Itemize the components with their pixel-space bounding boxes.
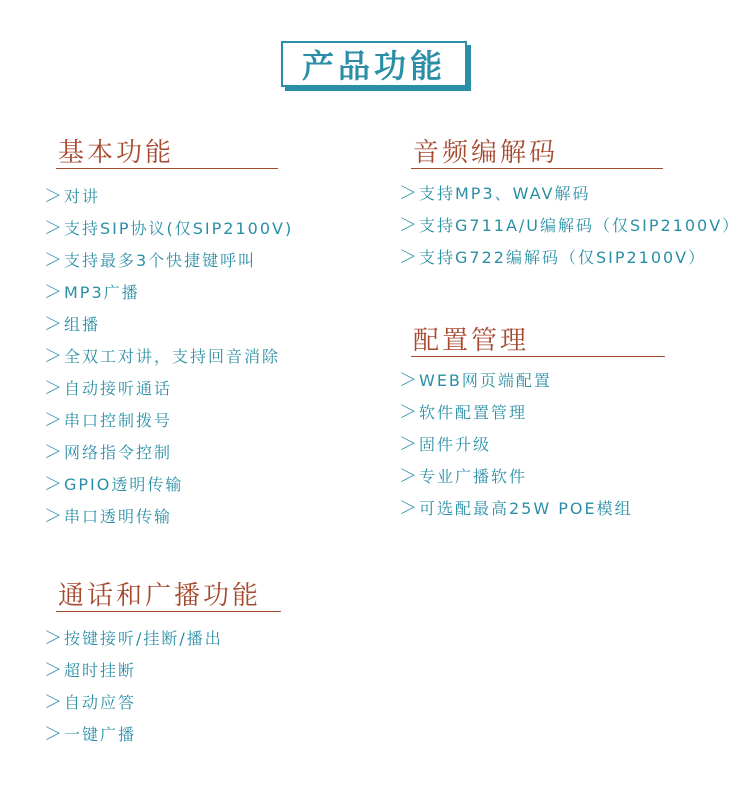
chevron-right-icon: ＞	[44, 724, 62, 745]
list-item-text: 网络指令控制	[64, 443, 173, 462]
chevron-right-icon: ＞	[44, 218, 62, 239]
section-basic-list	[44, 181, 293, 533]
list-item-text: 专业广播软件	[419, 467, 528, 486]
list-item	[44, 719, 281, 751]
list-item-text: 超时挂断	[64, 661, 137, 680]
list-item	[399, 242, 740, 274]
list-item-text: 软件配置管理	[419, 403, 528, 422]
chevron-right-icon: ＞	[44, 250, 62, 271]
section-basic	[44, 138, 294, 533]
list-item-text: MP3广播	[64, 283, 140, 302]
section-config-list	[399, 365, 665, 525]
list-item-text: 支持G722编解码（仅SIP2100V）	[419, 248, 707, 267]
chevron-right-icon: ＞	[44, 314, 62, 335]
list-item-text: 支持MP3、WAV解码	[419, 184, 591, 203]
list-item	[399, 493, 665, 525]
chevron-right-icon: ＞	[399, 370, 417, 391]
list-item	[399, 397, 665, 429]
list-item	[44, 655, 281, 687]
section-basic-heading: 基本功能	[56, 138, 278, 169]
chevron-right-icon: ＞	[399, 215, 417, 236]
list-item-text: 按键接听/挂断/播出	[64, 629, 223, 648]
chevron-right-icon: ＞	[44, 410, 62, 431]
list-item-text: 串口控制拨号	[64, 411, 173, 430]
list-item	[44, 437, 293, 469]
list-item-text: 组播	[64, 315, 101, 334]
list-item	[44, 623, 281, 655]
list-item	[44, 213, 293, 245]
chevron-right-icon: ＞	[44, 282, 62, 303]
chevron-right-icon: ＞	[399, 498, 417, 519]
list-item	[44, 341, 293, 373]
chevron-right-icon: ＞	[399, 434, 417, 455]
list-item-text: 对讲	[64, 187, 101, 206]
list-item-text: 可选配最高25W POE模组	[419, 499, 633, 518]
list-item	[399, 365, 665, 397]
list-item-text: 全双工对讲，支持回音消除	[64, 347, 281, 366]
chevron-right-icon: ＞	[399, 183, 417, 204]
chevron-right-icon: ＞	[44, 628, 62, 649]
list-item	[44, 469, 293, 501]
chevron-right-icon: ＞	[44, 474, 62, 495]
section-config-heading: 配置管理	[411, 326, 665, 357]
list-item	[44, 309, 293, 341]
chevron-right-icon: ＞	[44, 378, 62, 399]
chevron-right-icon: ＞	[399, 466, 417, 487]
list-item	[399, 210, 740, 242]
list-item	[44, 501, 293, 533]
list-item-text: 一键广播	[64, 725, 137, 744]
list-item	[44, 687, 281, 719]
chevron-right-icon: ＞	[399, 247, 417, 268]
section-audio	[399, 138, 741, 274]
list-item-text: WEB网页端配置	[419, 371, 552, 390]
chevron-right-icon: ＞	[44, 186, 62, 207]
list-item-text: 自动接听通话	[64, 379, 173, 398]
list-item	[44, 373, 293, 405]
section-call	[44, 581, 281, 751]
list-item	[44, 277, 293, 309]
section-call-heading: 通话和广播功能	[56, 581, 281, 612]
list-item-text: 支持最多3个快捷键呼叫	[64, 251, 257, 270]
chevron-right-icon: ＞	[44, 346, 62, 367]
list-item-text: 支持G711A/U编解码（仅SIP2100V）	[419, 216, 741, 235]
chevron-right-icon: ＞	[44, 506, 62, 527]
section-audio-list	[399, 178, 740, 274]
page-title: 产品功能	[301, 47, 446, 85]
list-item-text: 自动应答	[64, 693, 137, 712]
list-item	[44, 405, 293, 437]
section-call-list	[44, 623, 281, 751]
chevron-right-icon: ＞	[44, 660, 62, 681]
section-config	[399, 326, 665, 525]
page-title-box	[281, 41, 467, 87]
list-item-text: 固件升级	[419, 435, 492, 454]
list-item-text: 串口透明传输	[64, 507, 173, 526]
list-item	[399, 178, 740, 210]
list-item	[399, 461, 665, 493]
list-item-text: GPIO透明传输	[64, 475, 184, 494]
chevron-right-icon: ＞	[399, 402, 417, 423]
chevron-right-icon: ＞	[44, 442, 62, 463]
list-item	[44, 245, 293, 277]
section-audio-heading: 音频编解码	[411, 138, 663, 169]
list-item	[44, 181, 293, 213]
list-item	[399, 429, 665, 461]
chevron-right-icon: ＞	[44, 692, 62, 713]
list-item-text: 支持SIP协议(仅SIP2100V)	[64, 219, 294, 238]
